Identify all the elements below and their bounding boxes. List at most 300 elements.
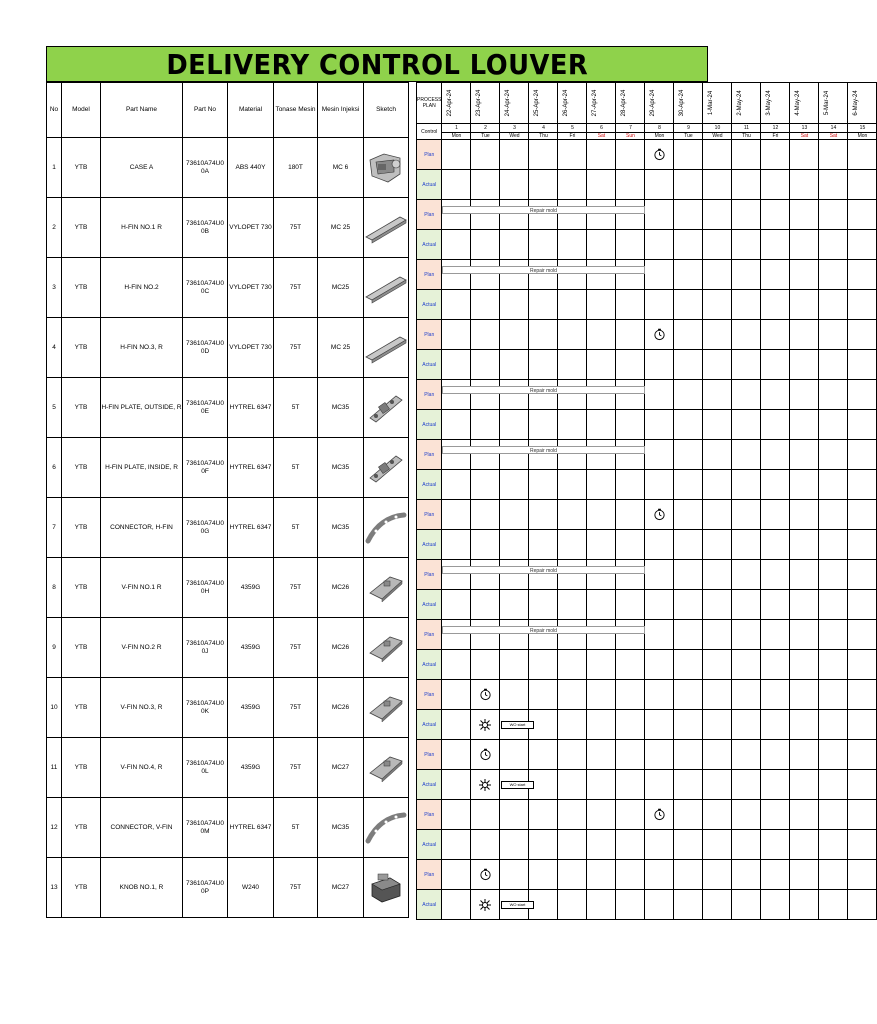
schedule-cell[interactable] [616, 200, 645, 230]
schedule-cell[interactable] [761, 440, 790, 470]
schedule-cell[interactable] [819, 200, 848, 230]
schedule-cell[interactable] [587, 770, 616, 800]
schedule-cell[interactable] [703, 530, 732, 560]
schedule-cell[interactable] [790, 380, 819, 410]
schedule-cell[interactable] [674, 680, 703, 710]
schedule-cell[interactable] [819, 230, 848, 260]
schedule-cell[interactable] [848, 680, 877, 710]
schedule-cell[interactable] [790, 200, 819, 230]
schedule-cell[interactable] [819, 800, 848, 830]
schedule-cell[interactable] [703, 470, 732, 500]
schedule-cell[interactable] [848, 410, 877, 440]
schedule-cell[interactable] [442, 740, 471, 770]
schedule-cell[interactable] [500, 680, 529, 710]
schedule-cell[interactable] [529, 350, 558, 380]
schedule-cell[interactable] [500, 830, 529, 860]
schedule-cell[interactable] [587, 350, 616, 380]
schedule-cell[interactable] [442, 140, 471, 170]
schedule-cell[interactable] [674, 350, 703, 380]
schedule-cell[interactable] [761, 380, 790, 410]
schedule-cell[interactable] [471, 440, 500, 470]
schedule-cell[interactable] [790, 620, 819, 650]
schedule-cell[interactable] [732, 830, 761, 860]
schedule-cell[interactable] [471, 230, 500, 260]
schedule-cell[interactable] [819, 410, 848, 440]
schedule-cell[interactable] [703, 560, 732, 590]
schedule-cell[interactable] [819, 830, 848, 860]
schedule-cell[interactable] [848, 830, 877, 860]
schedule-cell[interactable] [848, 320, 877, 350]
schedule-cell[interactable] [471, 830, 500, 860]
schedule-cell[interactable] [529, 830, 558, 860]
schedule-cell[interactable] [848, 530, 877, 560]
schedule-cell[interactable] [442, 320, 471, 350]
schedule-cell[interactable] [732, 770, 761, 800]
schedule-cell[interactable] [761, 710, 790, 740]
schedule-cell[interactable] [558, 290, 587, 320]
schedule-cell[interactable] [500, 740, 529, 770]
schedule-cell[interactable] [529, 260, 558, 290]
schedule-cell[interactable] [558, 680, 587, 710]
schedule-cell[interactable] [761, 890, 790, 920]
schedule-cell[interactable] [616, 410, 645, 440]
schedule-cell[interactable] [529, 530, 558, 560]
schedule-cell[interactable] [703, 260, 732, 290]
schedule-cell[interactable] [471, 380, 500, 410]
schedule-cell[interactable] [587, 170, 616, 200]
schedule-cell[interactable] [558, 740, 587, 770]
schedule-cell[interactable] [819, 620, 848, 650]
schedule-cell[interactable] [500, 230, 529, 260]
schedule-cell[interactable] [558, 500, 587, 530]
schedule-cell[interactable] [500, 410, 529, 440]
schedule-cell[interactable] [471, 140, 500, 170]
schedule-cell[interactable] [790, 470, 819, 500]
schedule-cell[interactable] [645, 440, 674, 470]
schedule-cell[interactable] [761, 260, 790, 290]
schedule-cell[interactable] [848, 620, 877, 650]
schedule-cell[interactable] [790, 590, 819, 620]
schedule-cell[interactable] [848, 740, 877, 770]
schedule-cell[interactable] [732, 560, 761, 590]
schedule-cell[interactable] [674, 200, 703, 230]
schedule-cell[interactable] [732, 200, 761, 230]
schedule-cell[interactable] [529, 680, 558, 710]
schedule-cell[interactable] [645, 200, 674, 230]
schedule-cell[interactable] [848, 350, 877, 380]
schedule-cell[interactable] [848, 710, 877, 740]
schedule-cell[interactable] [645, 230, 674, 260]
schedule-cell[interactable] [645, 770, 674, 800]
schedule-cell[interactable] [790, 680, 819, 710]
schedule-cell[interactable] [703, 500, 732, 530]
schedule-cell[interactable] [674, 140, 703, 170]
schedule-cell[interactable] [674, 740, 703, 770]
schedule-cell[interactable] [848, 770, 877, 800]
schedule-cell[interactable] [442, 590, 471, 620]
schedule-cell[interactable] [529, 860, 558, 890]
schedule-cell[interactable] [500, 620, 529, 650]
schedule-cell[interactable] [819, 500, 848, 530]
schedule-cell[interactable] [558, 890, 587, 920]
schedule-cell[interactable] [703, 590, 732, 620]
schedule-cell[interactable] [587, 140, 616, 170]
schedule-cell[interactable] [500, 260, 529, 290]
schedule-cell[interactable] [616, 740, 645, 770]
schedule-cell[interactable] [442, 890, 471, 920]
schedule-cell[interactable] [761, 560, 790, 590]
schedule-cell[interactable] [703, 290, 732, 320]
schedule-cell[interactable] [587, 710, 616, 740]
schedule-cell[interactable] [732, 470, 761, 500]
schedule-cell[interactable] [529, 740, 558, 770]
schedule-cell[interactable] [616, 650, 645, 680]
schedule-cell[interactable] [558, 560, 587, 590]
schedule-cell[interactable] [761, 410, 790, 440]
schedule-cell[interactable] [674, 230, 703, 260]
schedule-cell[interactable] [587, 320, 616, 350]
schedule-cell[interactable] [703, 650, 732, 680]
schedule-cell[interactable] [616, 560, 645, 590]
schedule-cell[interactable] [761, 140, 790, 170]
schedule-cell[interactable] [500, 860, 529, 890]
schedule-cell[interactable] [819, 890, 848, 920]
schedule-cell[interactable] [819, 680, 848, 710]
schedule-cell[interactable] [674, 620, 703, 650]
schedule-cell[interactable] [442, 380, 471, 410]
schedule-cell[interactable] [471, 200, 500, 230]
schedule-cell[interactable] [761, 290, 790, 320]
schedule-cell[interactable] [529, 380, 558, 410]
schedule-cell[interactable] [616, 320, 645, 350]
schedule-cell[interactable] [529, 440, 558, 470]
schedule-cell[interactable] [761, 230, 790, 260]
schedule-cell[interactable] [848, 800, 877, 830]
schedule-cell[interactable] [558, 650, 587, 680]
schedule-cell[interactable] [790, 440, 819, 470]
schedule-cell[interactable] [442, 800, 471, 830]
schedule-cell[interactable] [848, 440, 877, 470]
schedule-cell[interactable] [790, 350, 819, 380]
schedule-cell[interactable] [703, 170, 732, 200]
schedule-cell[interactable] [790, 830, 819, 860]
schedule-cell[interactable] [674, 530, 703, 560]
schedule-cell[interactable] [761, 770, 790, 800]
schedule-cell[interactable] [587, 740, 616, 770]
schedule-cell[interactable] [674, 320, 703, 350]
schedule-cell[interactable] [471, 620, 500, 650]
schedule-cell[interactable] [471, 170, 500, 200]
schedule-cell[interactable] [674, 770, 703, 800]
schedule-cell[interactable] [703, 440, 732, 470]
schedule-cell[interactable] [529, 140, 558, 170]
schedule-cell[interactable] [558, 830, 587, 860]
schedule-cell[interactable] [761, 680, 790, 710]
schedule-cell[interactable] [819, 650, 848, 680]
schedule-cell[interactable] [471, 560, 500, 590]
schedule-cell[interactable] [848, 140, 877, 170]
schedule-cell[interactable] [587, 410, 616, 440]
schedule-cell[interactable] [674, 860, 703, 890]
schedule-cell[interactable] [703, 860, 732, 890]
schedule-cell[interactable] [442, 680, 471, 710]
schedule-cell[interactable] [587, 590, 616, 620]
schedule-cell[interactable] [703, 680, 732, 710]
schedule-cell[interactable] [645, 350, 674, 380]
schedule-cell[interactable] [442, 770, 471, 800]
schedule-cell[interactable] [848, 260, 877, 290]
schedule-cell[interactable] [732, 620, 761, 650]
schedule-cell[interactable] [732, 320, 761, 350]
schedule-cell[interactable] [674, 890, 703, 920]
schedule-cell[interactable] [587, 470, 616, 500]
schedule-cell[interactable] [819, 260, 848, 290]
schedule-cell[interactable] [732, 710, 761, 740]
schedule-cell[interactable] [442, 710, 471, 740]
schedule-cell[interactable] [645, 380, 674, 410]
schedule-cell[interactable] [732, 290, 761, 320]
schedule-cell[interactable] [616, 800, 645, 830]
schedule-cell[interactable] [471, 350, 500, 380]
schedule-cell[interactable] [442, 410, 471, 440]
schedule-cell[interactable] [674, 470, 703, 500]
schedule-cell[interactable] [558, 590, 587, 620]
schedule-cell[interactable] [790, 800, 819, 830]
schedule-cell[interactable] [848, 290, 877, 320]
schedule-cell[interactable] [732, 500, 761, 530]
schedule-cell[interactable] [529, 590, 558, 620]
schedule-cell[interactable] [732, 530, 761, 560]
schedule-cell[interactable] [500, 800, 529, 830]
schedule-cell[interactable] [587, 260, 616, 290]
schedule-cell[interactable] [616, 440, 645, 470]
schedule-cell[interactable] [442, 830, 471, 860]
schedule-cell[interactable] [587, 890, 616, 920]
schedule-cell[interactable] [848, 230, 877, 260]
schedule-cell[interactable] [500, 590, 529, 620]
schedule-cell[interactable] [819, 470, 848, 500]
schedule-cell[interactable] [645, 740, 674, 770]
schedule-cell[interactable] [529, 560, 558, 590]
schedule-cell[interactable] [819, 440, 848, 470]
schedule-cell[interactable] [471, 650, 500, 680]
schedule-cell[interactable] [500, 170, 529, 200]
schedule-cell[interactable] [616, 680, 645, 710]
schedule-cell[interactable] [529, 650, 558, 680]
schedule-cell[interactable] [761, 800, 790, 830]
schedule-cell[interactable] [819, 770, 848, 800]
schedule-cell[interactable] [558, 800, 587, 830]
schedule-cell[interactable] [674, 590, 703, 620]
schedule-cell[interactable] [674, 170, 703, 200]
schedule-cell[interactable] [500, 350, 529, 380]
schedule-cell[interactable] [674, 260, 703, 290]
schedule-cell[interactable] [674, 410, 703, 440]
schedule-cell[interactable] [761, 470, 790, 500]
schedule-cell[interactable] [500, 200, 529, 230]
schedule-cell[interactable] [587, 530, 616, 560]
schedule-cell[interactable] [558, 620, 587, 650]
schedule-cell[interactable] [645, 260, 674, 290]
schedule-cell[interactable] [703, 410, 732, 440]
schedule-cell[interactable] [645, 560, 674, 590]
schedule-cell[interactable] [500, 470, 529, 500]
schedule-cell[interactable] [529, 470, 558, 500]
schedule-cell[interactable] [616, 350, 645, 380]
schedule-cell[interactable] [558, 200, 587, 230]
schedule-cell[interactable] [587, 200, 616, 230]
schedule-cell[interactable] [790, 230, 819, 260]
schedule-cell[interactable] [761, 860, 790, 890]
schedule-cell[interactable] [529, 170, 558, 200]
schedule-cell[interactable] [616, 890, 645, 920]
schedule-cell[interactable] [645, 410, 674, 440]
schedule-cell[interactable] [848, 560, 877, 590]
schedule-cell[interactable] [616, 710, 645, 740]
schedule-cell[interactable] [674, 440, 703, 470]
schedule-cell[interactable] [616, 500, 645, 530]
schedule-cell[interactable] [732, 740, 761, 770]
schedule-cell[interactable] [732, 350, 761, 380]
schedule-cell[interactable] [674, 380, 703, 410]
schedule-cell[interactable] [529, 800, 558, 830]
schedule-cell[interactable] [732, 800, 761, 830]
schedule-cell[interactable] [761, 350, 790, 380]
schedule-cell[interactable] [790, 860, 819, 890]
schedule-cell[interactable] [587, 830, 616, 860]
schedule-cell[interactable] [529, 230, 558, 260]
schedule-cell[interactable] [442, 290, 471, 320]
schedule-cell[interactable] [587, 650, 616, 680]
schedule-cell[interactable] [703, 890, 732, 920]
schedule-cell[interactable] [790, 410, 819, 440]
schedule-cell[interactable] [500, 440, 529, 470]
schedule-cell[interactable] [500, 530, 529, 560]
schedule-cell[interactable] [761, 740, 790, 770]
schedule-cell[interactable] [558, 530, 587, 560]
schedule-cell[interactable] [616, 770, 645, 800]
schedule-cell[interactable] [848, 380, 877, 410]
schedule-cell[interactable] [587, 230, 616, 260]
schedule-cell[interactable] [790, 320, 819, 350]
schedule-cell[interactable] [645, 890, 674, 920]
schedule-cell[interactable] [819, 140, 848, 170]
schedule-cell[interactable] [645, 860, 674, 890]
schedule-cell[interactable] [645, 650, 674, 680]
schedule-cell[interactable] [500, 320, 529, 350]
schedule-cell[interactable] [587, 290, 616, 320]
schedule-cell[interactable] [732, 650, 761, 680]
schedule-cell[interactable] [616, 230, 645, 260]
schedule-cell[interactable] [790, 140, 819, 170]
schedule-cell[interactable] [616, 260, 645, 290]
schedule-cell[interactable] [645, 830, 674, 860]
schedule-cell[interactable] [790, 560, 819, 590]
schedule-cell[interactable] [645, 680, 674, 710]
schedule-cell[interactable] [558, 140, 587, 170]
schedule-cell[interactable] [790, 740, 819, 770]
schedule-cell[interactable] [500, 650, 529, 680]
schedule-cell[interactable] [703, 230, 732, 260]
schedule-cell[interactable] [732, 260, 761, 290]
schedule-cell[interactable] [732, 140, 761, 170]
schedule-cell[interactable] [819, 350, 848, 380]
schedule-cell[interactable] [703, 320, 732, 350]
schedule-cell[interactable] [442, 350, 471, 380]
schedule-cell[interactable] [790, 770, 819, 800]
schedule-cell[interactable] [645, 470, 674, 500]
schedule-cell[interactable] [500, 380, 529, 410]
schedule-cell[interactable] [500, 140, 529, 170]
schedule-cell[interactable] [529, 410, 558, 440]
schedule-cell[interactable] [819, 740, 848, 770]
schedule-cell[interactable] [732, 680, 761, 710]
schedule-cell[interactable] [703, 710, 732, 740]
schedule-cell[interactable] [790, 650, 819, 680]
schedule-cell[interactable] [471, 800, 500, 830]
schedule-cell[interactable] [819, 710, 848, 740]
schedule-cell[interactable] [442, 650, 471, 680]
schedule-cell[interactable] [790, 710, 819, 740]
schedule-cell[interactable] [616, 140, 645, 170]
schedule-cell[interactable] [732, 230, 761, 260]
schedule-cell[interactable] [703, 350, 732, 380]
schedule-cell[interactable] [645, 710, 674, 740]
schedule-cell[interactable] [616, 590, 645, 620]
schedule-cell[interactable] [761, 530, 790, 560]
schedule-cell[interactable] [587, 380, 616, 410]
schedule-cell[interactable] [848, 590, 877, 620]
schedule-cell[interactable] [674, 800, 703, 830]
schedule-cell[interactable] [674, 650, 703, 680]
schedule-cell[interactable] [587, 620, 616, 650]
schedule-cell[interactable] [819, 530, 848, 560]
schedule-cell[interactable] [703, 770, 732, 800]
schedule-cell[interactable] [616, 470, 645, 500]
schedule-cell[interactable] [645, 290, 674, 320]
schedule-cell[interactable] [790, 290, 819, 320]
schedule-cell[interactable] [703, 830, 732, 860]
schedule-cell[interactable] [761, 320, 790, 350]
schedule-cell[interactable] [674, 500, 703, 530]
schedule-cell[interactable] [732, 440, 761, 470]
schedule-cell[interactable] [674, 290, 703, 320]
schedule-cell[interactable] [848, 200, 877, 230]
schedule-cell[interactable] [819, 560, 848, 590]
schedule-cell[interactable] [471, 260, 500, 290]
schedule-cell[interactable] [558, 770, 587, 800]
schedule-cell[interactable] [732, 860, 761, 890]
schedule-cell[interactable] [645, 170, 674, 200]
schedule-cell[interactable] [558, 380, 587, 410]
schedule-cell[interactable] [558, 860, 587, 890]
schedule-cell[interactable] [790, 530, 819, 560]
schedule-cell[interactable] [761, 500, 790, 530]
schedule-cell[interactable] [732, 590, 761, 620]
schedule-cell[interactable] [848, 170, 877, 200]
schedule-cell[interactable] [732, 170, 761, 200]
schedule-cell[interactable] [442, 560, 471, 590]
schedule-cell[interactable] [558, 230, 587, 260]
schedule-cell[interactable] [703, 140, 732, 170]
schedule-cell[interactable] [442, 530, 471, 560]
schedule-cell[interactable] [587, 860, 616, 890]
schedule-cell[interactable] [674, 560, 703, 590]
schedule-cell[interactable] [471, 590, 500, 620]
schedule-cell[interactable] [703, 620, 732, 650]
schedule-cell[interactable] [848, 890, 877, 920]
schedule-cell[interactable] [616, 380, 645, 410]
